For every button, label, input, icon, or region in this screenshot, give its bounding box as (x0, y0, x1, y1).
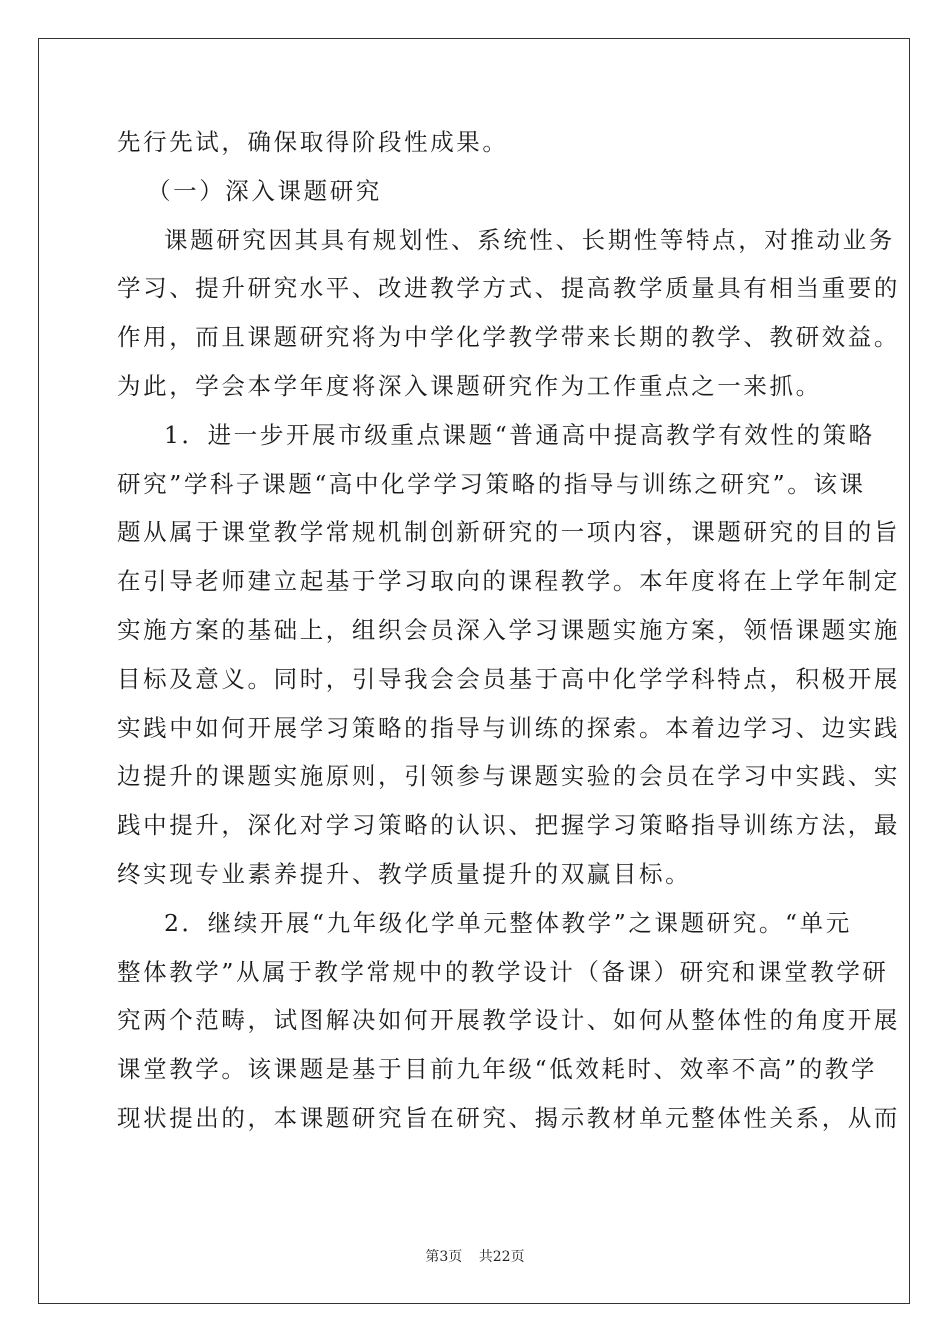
paragraph-start-line: 2．继续开展“九年级化学单元整体教学”之课题研究。“单元 (164, 908, 852, 937)
body-line: 先行先试，确保取得阶段性成果。 (117, 128, 509, 156)
body-line: 边提升的课题实施原则，引领参与课题实验的会员在学习中实践、实 (117, 762, 900, 791)
document-body (117, 118, 900, 1143)
body-line: 实施方案的基础上，组织会员深入学习课题实施方案，领悟课题实施 (117, 615, 900, 644)
page-footer (0, 1246, 950, 1266)
body-line: 整体教学”从属于教学常规中的教学设计（备课）研究和课堂教学研 (117, 957, 889, 986)
paragraph-start-line: 1．进一步开展市级重点课题“普通高中提高教学有效性的策略 (164, 420, 875, 449)
page-number: 第3页 (425, 1249, 463, 1265)
total-pages: 共22页 (478, 1249, 525, 1265)
paragraph-start-line: 课题研究因其具有规划性、系统性、长期性等特点，对推动业务 (164, 225, 895, 254)
body-line: 践中提升，深化对学习策略的认识、把握学习策略指导训练方法，最 (117, 811, 900, 840)
body-line: 题从属于课堂教学常规机制创新研究的一项内容，课题研究的目的旨 (117, 518, 900, 547)
body-line: 实践中如何开展学习策略的指导与训练的探索。本着边学习、边实践 (117, 713, 900, 742)
body-line: 作用，而且课题研究将为中学化学教学带来长期的教学、教研效益。 (117, 323, 900, 352)
body-line: 目标及意义。同时，引导我会会员基于高中化学学科特点，积极开展 (117, 664, 900, 693)
body-line: 为此，学会本学年度将深入课题研究作为工作重点之一来抓。 (117, 371, 822, 400)
section-heading: （一）深入课题研究 (147, 176, 382, 205)
body-line: 终实现专业素养提升、教学质量提升的双赢目标。 (117, 859, 692, 888)
body-line: 研究”学科子课题“高中化学学习策略的指导与训练之研究”。该课 (117, 469, 866, 498)
body-line: 课堂教学。该课题是基于目前九年级“低效耗时、效率不高”的教学 (117, 1055, 878, 1084)
body-line: 学习、提升研究水平、改进教学方式、提高教学质量具有相当重要的 (117, 274, 900, 303)
body-line: 现状提出的，本课题研究旨在研究、揭示教材单元整体性关系，从而 (117, 1103, 900, 1132)
body-line: 究两个范畴，试图解决如何开展教学设计、如何从整体性的角度开展 (117, 1006, 900, 1035)
body-line: 在引导老师建立起基于学习取向的课程教学。本年度将在上学年制定 (117, 567, 900, 596)
